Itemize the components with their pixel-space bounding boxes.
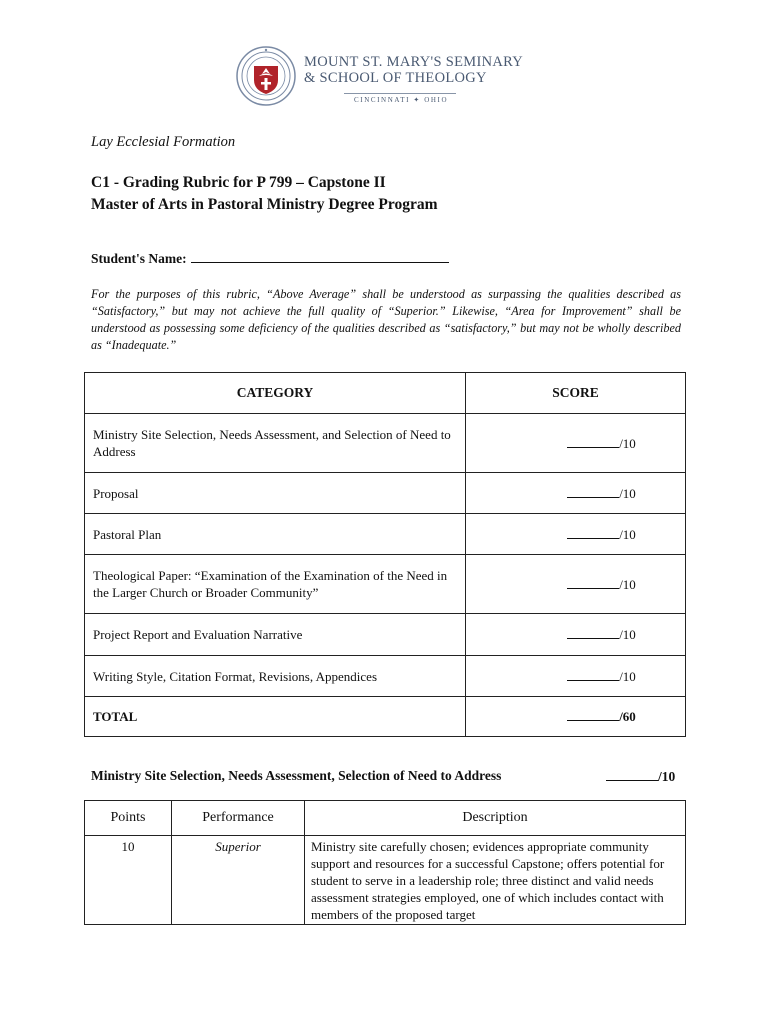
- table-row: [85, 614, 686, 656]
- score-max: /10: [619, 668, 636, 684]
- score-max: /10: [619, 435, 636, 451]
- score-cell: [466, 514, 686, 555]
- institution-location: CINCINNATI ✦ OHIO: [354, 96, 449, 104]
- category-cell: Writing Style, Citation Format, Revisions, Appendices: [85, 656, 466, 697]
- score-max: /10: [619, 526, 636, 542]
- total-score-cell: [466, 697, 686, 737]
- score-cell: [466, 656, 686, 697]
- total-score-blank[interactable]: [567, 708, 619, 721]
- score-blank[interactable]: [567, 576, 619, 589]
- points-cell: 10: [85, 836, 172, 925]
- section-score-blank[interactable]: [606, 768, 658, 781]
- category-header: CATEGORY: [85, 373, 466, 414]
- divider: [344, 93, 456, 94]
- total-row: [85, 697, 686, 737]
- seminary-seal-logo: [236, 46, 296, 106]
- letterhead: [236, 46, 536, 110]
- points-header: Points: [85, 801, 172, 836]
- total-score-max: /60: [619, 709, 636, 724]
- score-blank[interactable]: [567, 526, 619, 539]
- student-name-blank[interactable]: [191, 250, 449, 263]
- score-max: /10: [619, 627, 636, 642]
- section-score: [606, 768, 675, 785]
- total-label: TOTAL: [85, 697, 466, 737]
- table-row: [85, 414, 686, 473]
- score-blank[interactable]: [567, 485, 619, 498]
- section-heading: Ministry Site Selection, Needs Assessment, Selection of Need to Address: [91, 768, 502, 783]
- category-cell: Ministry Site Selection, Needs Assessment, and Selection of Need to Address: [85, 414, 466, 473]
- table-row: [85, 555, 686, 614]
- section-score-max: /10: [658, 769, 676, 784]
- score-cell: [466, 555, 686, 614]
- category-cell: Pastoral Plan: [85, 514, 466, 555]
- student-name-label: Student's Name:: [91, 251, 187, 266]
- score-cell: [466, 414, 686, 473]
- document-title: [91, 172, 438, 216]
- score-cell: [466, 614, 686, 656]
- table-row: [85, 836, 686, 925]
- score-cell: [466, 473, 686, 514]
- score-header: SCORE: [466, 373, 686, 414]
- student-name-field: [91, 250, 449, 267]
- table-row: [85, 473, 686, 514]
- score-summary-table: [84, 372, 686, 737]
- table-row: [85, 656, 686, 697]
- institution-name-line2: & SCHOOL OF THEOLOGY: [304, 70, 487, 86]
- rubric-detail-table: [84, 800, 686, 925]
- performance-cell: Superior: [172, 836, 305, 925]
- score-blank[interactable]: [567, 668, 619, 681]
- score-max: /10: [619, 485, 636, 501]
- document-title-line1: C1 - Grading Rubric for P 799 – Capstone II: [91, 174, 386, 191]
- program-name: Lay Ecclesial Formation: [91, 134, 236, 150]
- table-header-row: [85, 373, 686, 414]
- institution-name-line1: MOUNT ST. MARY'S SEMINARY: [304, 54, 524, 70]
- score-blank[interactable]: [567, 435, 619, 448]
- table-row: [85, 514, 686, 555]
- document-title-line2: Master of Arts in Pastoral Ministry Degree Program: [91, 196, 438, 213]
- category-cell: Proposal: [85, 473, 466, 514]
- institution-name: [304, 54, 523, 104]
- description-header: Description: [305, 801, 686, 836]
- score-max: /10: [619, 576, 636, 592]
- description-cell: Ministry site carefully chosen; evidences appropriate community support and resources for a successful Capstone; offers potential for student to serve in a leadership role; three distinct and valid needs assessment strategies employed, one of which includes contact with members of the proposed target: [305, 836, 686, 925]
- rubric-instructions: For the purposes of this rubric, “Above Average” shall be understood as surpassing the qualities described as “Satisfactory,” but may not achieve the full quality of “Superior.” Likewise, “Area for Improvement” shall be understood as possessing some deficiency of the qualities described as “satisfactory,” but may not be wholly described as “Inadequate.”: [91, 287, 681, 352]
- category-cell: Theological Paper: “Examination of the Examination of the Need in the Larger Church or Broader Community”: [85, 555, 466, 614]
- performance-header: Performance: [172, 801, 305, 836]
- table-header-row: [85, 801, 686, 836]
- category-cell: Project Report and Evaluation Narrative: [85, 614, 466, 656]
- score-blank[interactable]: [567, 626, 619, 639]
